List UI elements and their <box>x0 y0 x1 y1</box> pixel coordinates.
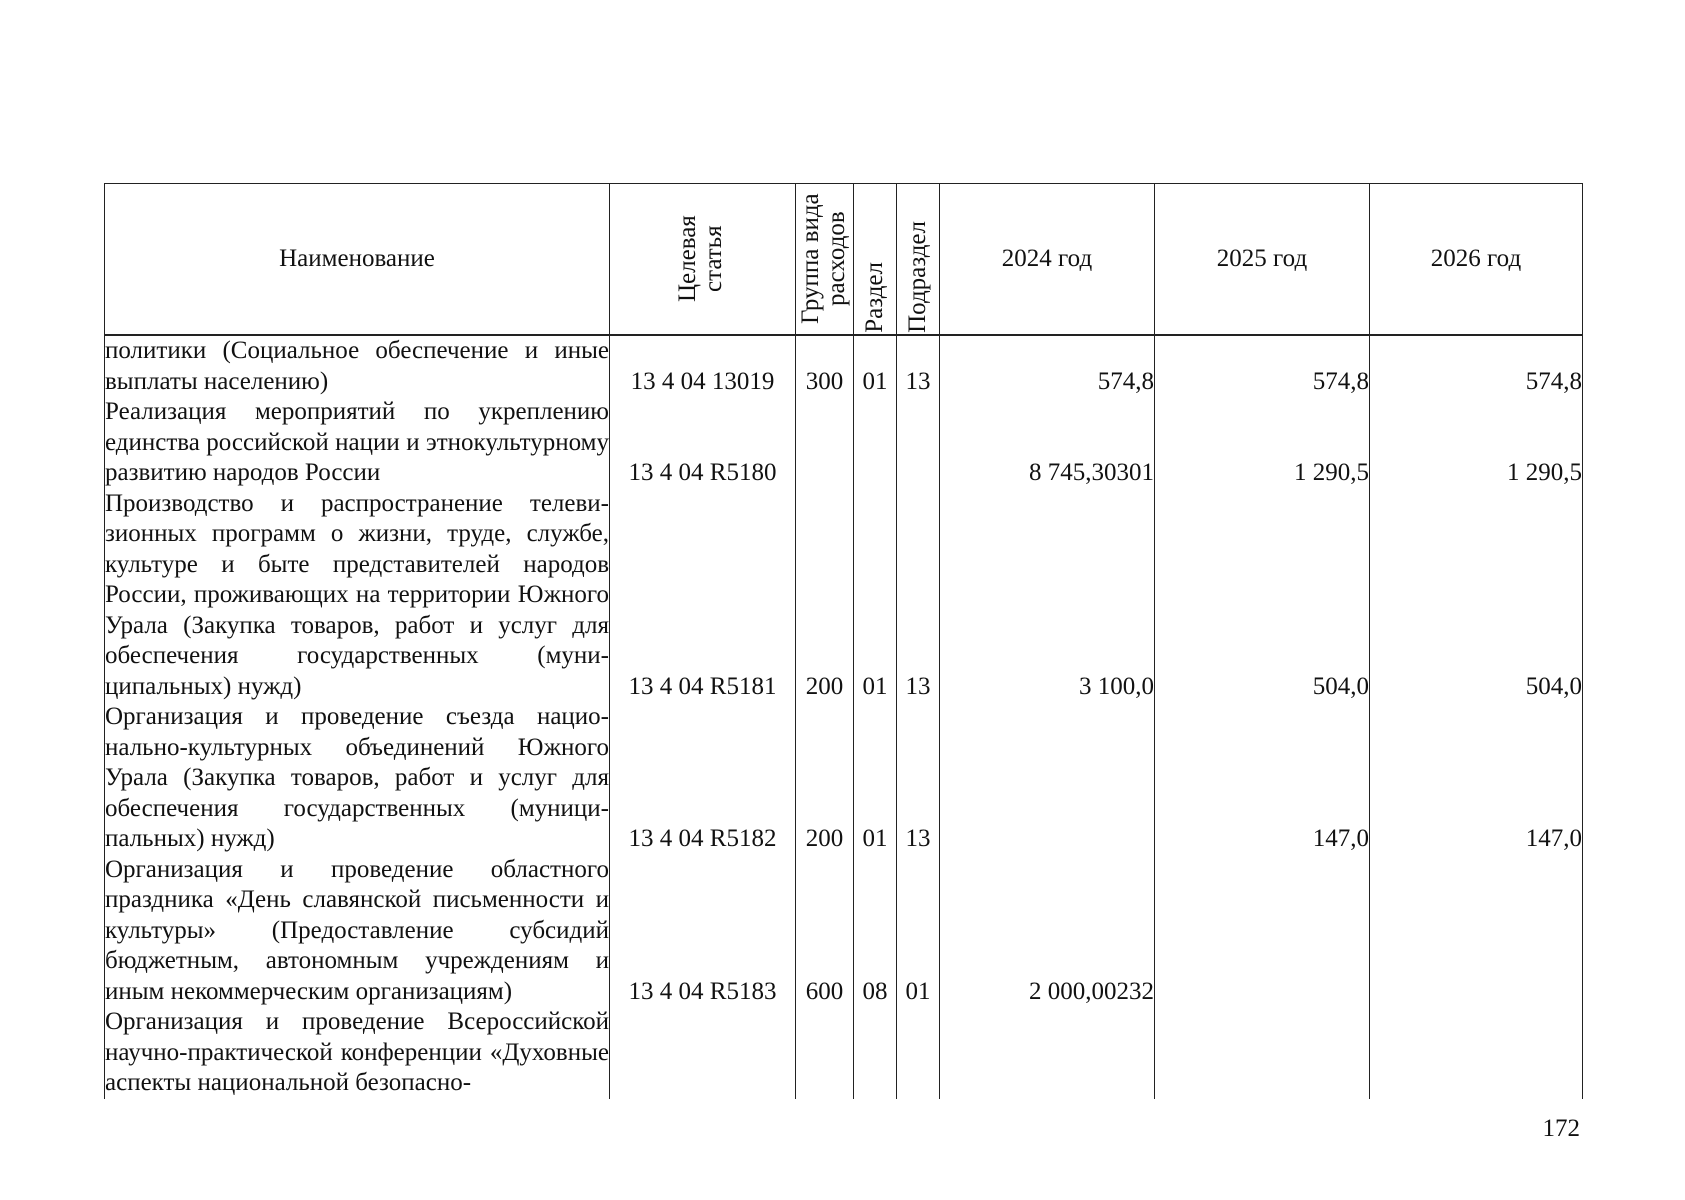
row-group: 200 <box>796 702 854 855</box>
row-subsection <box>897 397 940 489</box>
row-2026 <box>1370 855 1583 1008</box>
row-section: 01 <box>854 335 897 397</box>
row-2024: 2 000,00232 <box>940 855 1155 1008</box>
header-section-label: Раздел <box>861 262 888 333</box>
table-row <box>105 855 1583 1008</box>
row-name: Реализация мероприятий по укреплению единства российской нации и этнокультурному развитию народов России <box>105 397 610 489</box>
row-2024 <box>940 1007 1155 1099</box>
header-section <box>854 184 897 336</box>
row-2024: 3 100,0 <box>940 489 1155 703</box>
row-target: 13 4 04 13019 <box>610 335 796 397</box>
row-group: 200 <box>796 489 854 703</box>
table-row <box>105 489 1583 703</box>
row-target: 13 4 04 R5182 <box>610 702 796 855</box>
header-expense-group <box>796 184 854 336</box>
row-2026: 504,0 <box>1370 489 1583 703</box>
table-row <box>105 335 1583 397</box>
row-group: 600 <box>796 855 854 1008</box>
row-name: политики (Социальное обеспечение и иные выплаты населению) <box>105 335 610 397</box>
row-subsection: 13 <box>897 702 940 855</box>
row-name: Организация и проведение Всероссийской научно-практической конференции «Духовные аспекты национальной безопасно- <box>105 1007 610 1099</box>
row-group: 300 <box>796 335 854 397</box>
row-2025: 147,0 <box>1155 702 1370 855</box>
row-subsection: 13 <box>897 335 940 397</box>
row-subsection <box>897 1007 940 1099</box>
header-expense-group-label: Группа вида расходов <box>796 193 850 325</box>
page-number: 172 <box>1542 1115 1580 1142</box>
table-row <box>105 397 1583 489</box>
header-subsection-label: Подраздел <box>904 221 931 333</box>
row-2024: 8 745,30301 <box>940 397 1155 489</box>
header-target <box>610 184 796 336</box>
header-2025: 2025 год <box>1155 184 1370 336</box>
header-2024: 2024 год <box>940 184 1155 336</box>
row-target <box>610 1007 796 1099</box>
row-2026 <box>1370 1007 1583 1099</box>
row-2026: 574,8 <box>1370 335 1583 397</box>
row-2024: 574,8 <box>940 335 1155 397</box>
row-2025: 1 290,5 <box>1155 397 1370 489</box>
row-2025 <box>1155 1007 1370 1099</box>
row-subsection: 01 <box>897 855 940 1008</box>
row-2026: 1 290,5 <box>1370 397 1583 489</box>
row-2024 <box>940 702 1155 855</box>
row-section <box>854 1007 897 1099</box>
budget-table <box>104 183 1583 1099</box>
row-section <box>854 397 897 489</box>
table-row <box>105 1007 1583 1099</box>
row-group <box>796 1007 854 1099</box>
row-2025: 504,0 <box>1155 489 1370 703</box>
header-subsection <box>897 184 940 336</box>
table-header-row <box>105 184 1583 336</box>
table-row <box>105 702 1583 855</box>
row-group <box>796 397 854 489</box>
row-2025 <box>1155 855 1370 1008</box>
row-section: 08 <box>854 855 897 1008</box>
row-subsection: 13 <box>897 489 940 703</box>
row-2025: 574,8 <box>1155 335 1370 397</box>
row-section: 01 <box>854 702 897 855</box>
header-target-label: Целевая статья <box>673 215 727 303</box>
row-section: 01 <box>854 489 897 703</box>
row-target: 13 4 04 R5183 <box>610 855 796 1008</box>
header-2026: 2026 год <box>1370 184 1583 336</box>
row-name: Организация и проведение съезда национально-культурных объединений Южного Урала (Закупка товаров, работ и услуг для обеспечения государственных (муниципальных) нужд) <box>105 702 610 855</box>
row-name: Производство и распространение телевизионных программ о жизни, труде, службе, культуре и быте представителей народов России, проживающих на территории Южного Урала (Закупка товаров, работ и услуг для обеспечения государственных (муниципальных) нужд) <box>105 489 610 703</box>
row-target: 13 4 04 R5181 <box>610 489 796 703</box>
row-name: Организация и проведение областного праздника «День славянской письменности и культуры» (Предоставление субсидий бюджетным, автономным учреждениям и иным некоммерческим организациям) <box>105 855 610 1008</box>
row-target: 13 4 04 R5180 <box>610 397 796 489</box>
header-name: Наименование <box>105 184 610 336</box>
row-2026: 147,0 <box>1370 702 1583 855</box>
